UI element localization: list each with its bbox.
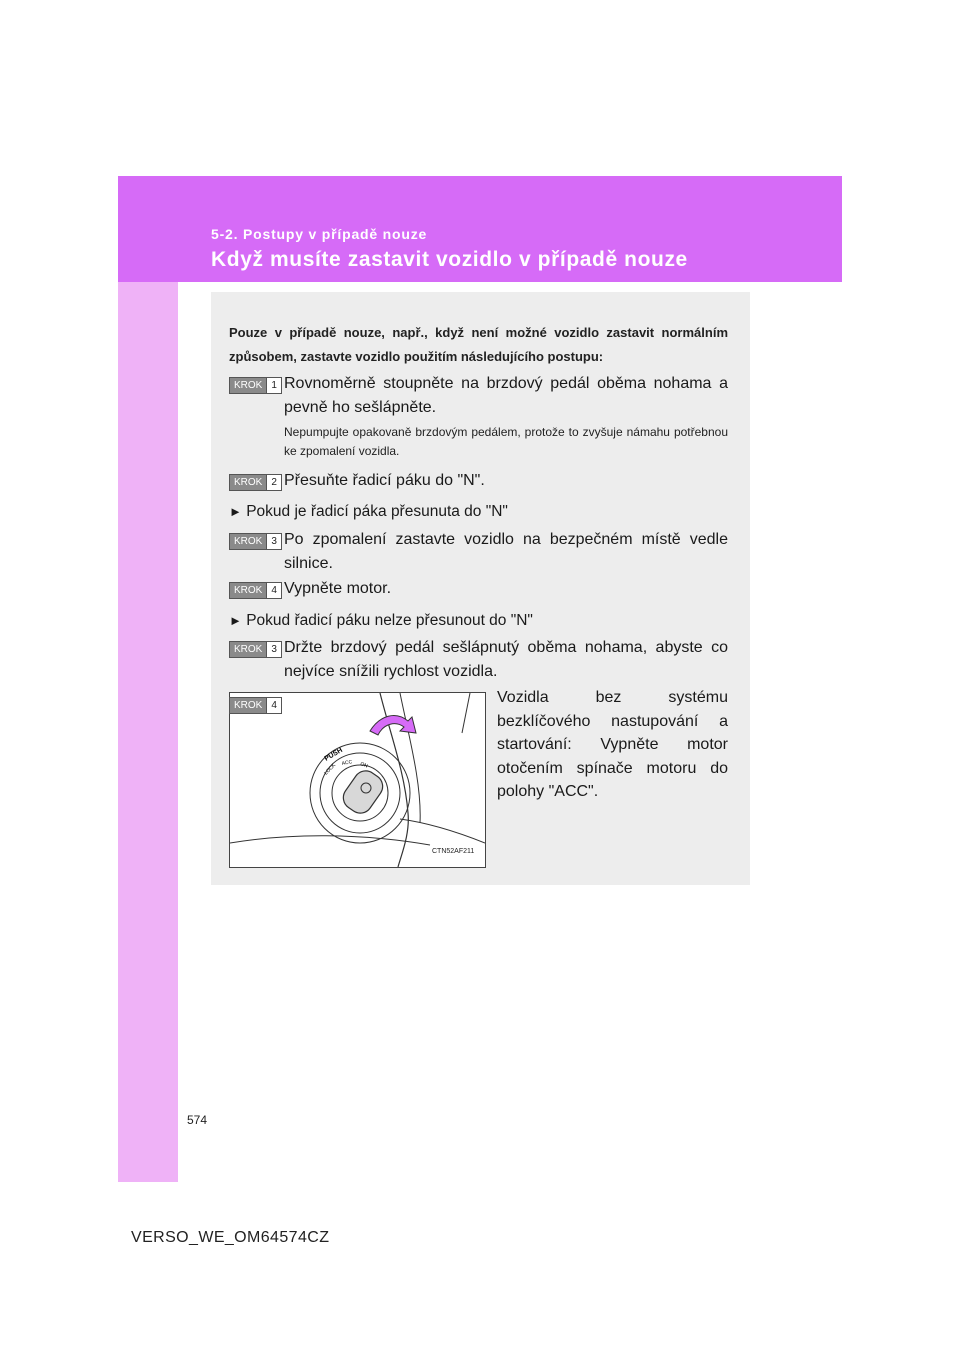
ignition-switch-illustration [230,693,485,867]
figure-code: CTN52AF211 [432,848,475,855]
figure-caption: Vozidla bez systému bezklíčového nastupování a startování: Vypněte motor otočením spínače motoru do polohy "ACC". [497,689,728,800]
step-4 [229,577,728,601]
krok-number: 4 [266,583,281,598]
krok-number: 3 [266,534,281,549]
step-3 [229,528,728,575]
step-text: Přesuňte řadicí páku do "N". [284,472,485,489]
on-label: ON [359,761,369,770]
step-text: Po zpomalení zastavte vozidlo na bezpečném místě vedle silnice. [284,531,728,572]
krok-label: KROK [230,642,266,657]
krok-badge [229,377,282,394]
krok-label: KROK [230,378,266,393]
document-code: VERSO_WE_OM64574CZ [131,1229,330,1246]
krok-number: 2 [266,475,281,490]
krok-badge [229,533,282,550]
krok-badge [229,641,282,658]
step-text: Rovnoměrně stoupněte na brzdový pedál oběma nohama a pevně ho sešlápněte. [284,375,728,416]
krok-badge [229,474,282,491]
krok-number: 1 [266,378,281,393]
note-text: Nepumpujte opakovaně brzdovým pedálem, protože to zvyšuje námahu potřebnou ke zpomalení vozidla. [284,425,728,458]
lock-label: LOCK [323,762,338,777]
triangle-right-icon: ► [229,504,242,519]
krok-label: KROK [230,534,266,549]
intro-text: Pouze v případě nouze, např., když není možné vozidlo zastavit normálním způsobem, zastavte vozidlo použitím následujícího postupu: [229,325,728,364]
step-text: Vypněte motor. [284,580,392,597]
step-text: Držte brzdový pedál sešlápnutý oběma nohama, abyste co nejvíce snížili rychlost vozidla. [284,639,728,680]
krok-label: KROK [230,698,266,713]
krok-number: 3 [266,642,281,657]
case-text: Pokud řadicí páku nelze přesunout do "N" [246,612,533,629]
case-header-1 [229,503,508,521]
triangle-right-icon: ► [229,613,242,628]
ignition-figure [229,692,486,868]
page-number: 574 [187,1113,208,1127]
side-band [118,176,178,1182]
case-header-2 [229,612,533,630]
section-label: 5-2. Postupy v případě nouze [211,226,428,242]
case-text: Pokud je řadicí páka přesunuta do "N" [246,503,508,520]
push-label: PUSH [323,746,344,763]
krok-number: 4 [266,698,281,713]
step-3-alt [229,636,728,683]
step-1 [229,372,728,419]
step-2 [229,469,728,493]
krok-label: KROK [230,475,266,490]
acc-label: ACC [341,759,353,767]
page-title: Když musíte zastavit vozidlo v případě nouze [211,248,688,271]
krok-label: KROK [230,583,266,598]
krok-badge [229,582,282,599]
krok-badge [229,697,282,714]
